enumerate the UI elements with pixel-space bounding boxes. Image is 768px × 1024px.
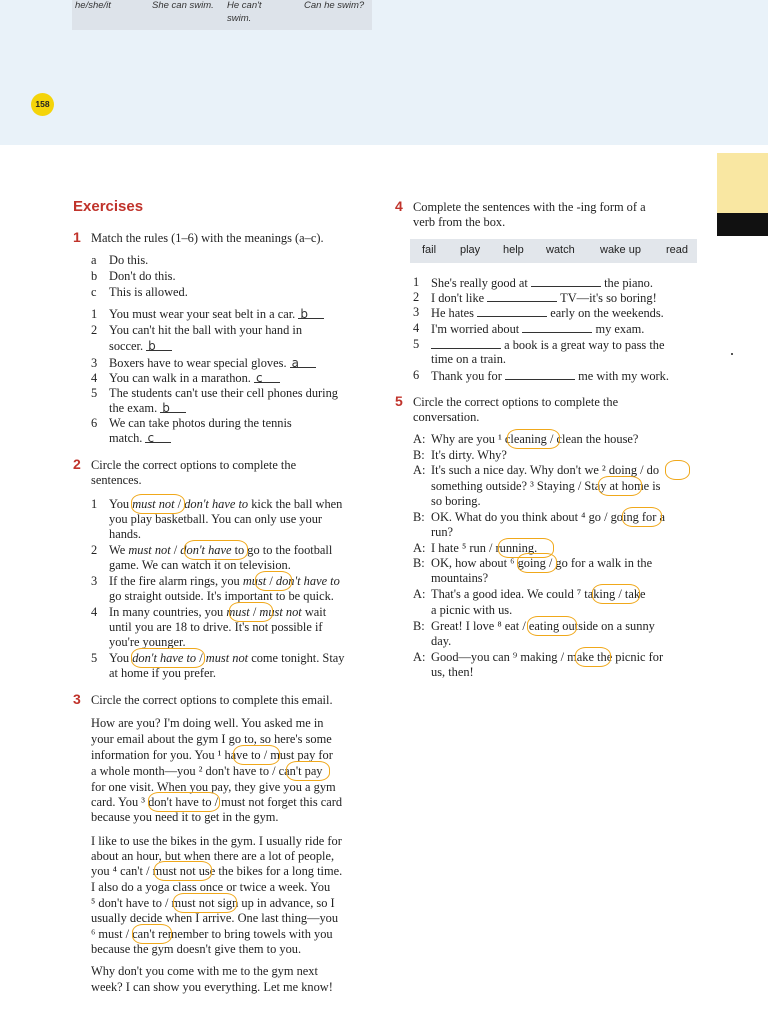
answer-circle: [527, 616, 577, 636]
answer-blank[interactable]: [505, 368, 575, 380]
table-cell: Can he swim?: [304, 0, 365, 11]
section-tab: [717, 153, 768, 213]
item-text: you're younger.: [109, 635, 186, 649]
item-number: 5: [91, 651, 98, 665]
page-title: Exercises: [73, 198, 144, 215]
email-line: because you need it to get in the gym.: [91, 810, 279, 824]
item-text: We can take photos during the tennis: [109, 416, 292, 430]
dialogue-line: Good—you can ⁹ making / make the picnic for: [431, 650, 664, 664]
answer-circle: [132, 924, 172, 944]
handwritten-answer: b: [300, 307, 309, 321]
exercise-item: [431, 290, 657, 306]
email-line: you ⁴ can't / must not use the bikes for a long time.: [91, 864, 343, 878]
meaning-text: Don't do this.: [109, 269, 176, 283]
option[interactable]: must not: [259, 605, 302, 619]
item-text: until you are 18 to drive. It's not possible if: [109, 620, 323, 634]
item-number: 1: [91, 307, 98, 321]
exercise-item: [431, 368, 669, 384]
dialogue-line: Why are you ¹ cleaning / clean the house?: [431, 432, 639, 446]
answer-circle: [507, 429, 560, 449]
exercise-item: [109, 307, 324, 322]
item-text: hands.: [109, 527, 142, 541]
answer-blank[interactable]: [298, 307, 324, 319]
exercise-instruction: conversation.: [413, 410, 480, 424]
option-separator: /: [249, 605, 260, 619]
speaker: A:: [413, 432, 426, 446]
speaker: B:: [413, 619, 425, 633]
word-box-item: help: [503, 244, 524, 256]
item-text: a book is a great way to pass the: [504, 338, 665, 352]
handwritten-answer: c: [256, 371, 263, 385]
speaker: A:: [413, 587, 426, 601]
exercise-instruction: sentences.: [91, 473, 142, 487]
item-number: 6: [413, 368, 420, 382]
item-text: early on the weekends.: [550, 306, 664, 320]
exercise-item: [109, 339, 172, 354]
option-separator: /: [266, 574, 276, 588]
item-text: come tonight. Stay: [248, 651, 345, 665]
answer-blank[interactable]: [290, 356, 316, 368]
table-cell: he/she/it: [75, 0, 111, 11]
item-number: 6: [91, 416, 98, 430]
word-box-item: read: [666, 244, 689, 256]
exercise-number: 5: [395, 393, 403, 409]
dialogue-line: something outside? ³ Staying / Stay at home is: [431, 479, 661, 493]
item-text: You must wear your seat belt in a car.: [109, 307, 296, 321]
word-box-item: watch: [546, 244, 575, 256]
item-text: You: [109, 497, 133, 511]
answer-circle: [148, 792, 220, 812]
word-box-item: wake up: [600, 244, 641, 256]
item-text: I'm worried about: [431, 322, 520, 336]
dialogue-line: so boring.: [431, 494, 481, 508]
dialogue-line: Great! I love ⁸ eat / eating outside on a sunny: [431, 619, 655, 633]
exercise-number: 3: [73, 691, 81, 707]
option-separator: /: [174, 497, 185, 511]
item-number: 4: [91, 605, 98, 619]
exercise-item: [109, 401, 186, 416]
exercise-instruction: verb from the box.: [413, 215, 506, 229]
item-number: 3: [91, 574, 98, 588]
answer-circle: [255, 571, 292, 591]
word-box-item: play: [460, 244, 481, 256]
exercise-number: 2: [73, 456, 81, 472]
speaker: A:: [413, 463, 426, 477]
answer-blank[interactable]: [477, 305, 547, 317]
email-line: I like to use the bikes in the gym. I usually ride for: [91, 834, 342, 848]
grammar-table-fragment: [72, 0, 372, 30]
email-line: card. You ³ don't have to / must not forget this card: [91, 795, 343, 809]
meaning-letter: b: [91, 269, 98, 283]
item-text: The students can't use their cell phones during: [109, 386, 338, 400]
handwritten-answer: a: [291, 356, 300, 370]
email-line: I also do a yoga class once or twice a week. You: [91, 880, 331, 894]
item-text: He hates: [431, 306, 475, 320]
handwritten-answer: b: [162, 401, 170, 415]
item-text: my exam.: [595, 322, 645, 336]
answer-circle: [286, 761, 330, 781]
answer-blank[interactable]: [160, 401, 186, 413]
item-number: 5: [91, 386, 98, 400]
speaker: B:: [413, 556, 425, 570]
answer-circle: [517, 553, 557, 573]
exercise-instruction: Match the rules (1–6) with the meanings (a–c).: [91, 231, 324, 245]
handwritten-answer: b: [148, 339, 156, 353]
exercise-item: [431, 337, 664, 353]
speaker: A:: [413, 541, 426, 555]
option[interactable]: must not: [128, 543, 171, 557]
item-number: 3: [413, 305, 420, 319]
item-number: 2: [91, 543, 98, 557]
email-line: ⁵ don't have to / must not sign up in advance, so I: [91, 896, 335, 910]
item-text: wait: [301, 605, 327, 619]
meaning-letter: c: [91, 285, 97, 299]
item-text: You: [109, 651, 133, 665]
dialogue-line: It's dirty. Why?: [431, 448, 507, 462]
option[interactable]: don't have to: [184, 497, 249, 511]
item-text: Thank you for: [431, 369, 502, 383]
dialogue-line: run?: [431, 525, 454, 539]
answer-circle: [184, 540, 248, 560]
item-text: soccer.: [109, 339, 144, 353]
item-text: me with my work.: [578, 369, 669, 383]
exercise-item: [431, 321, 644, 337]
item-number: 1: [91, 497, 98, 511]
item-text: We: [109, 543, 129, 557]
word-box-item: fail: [422, 244, 437, 256]
item-text: Boxers have to wear special gloves.: [109, 356, 287, 370]
word-box: [410, 239, 697, 263]
answer-circle: [154, 861, 212, 881]
exercise-item: [431, 275, 653, 291]
exercise-instruction: Circle the correct options to complete this email.: [91, 693, 333, 707]
item-number: 4: [91, 371, 98, 385]
email-line: a whole month—you ² don't have to / can't pay: [91, 764, 323, 778]
answer-circle: [592, 584, 640, 604]
item-text: kick the ball when: [248, 497, 343, 511]
option[interactable]: don't have to: [275, 574, 340, 588]
exercise-instruction: Circle the correct options to complete the: [413, 395, 619, 409]
dialogue-line: day.: [431, 634, 452, 648]
answer-blank[interactable]: [145, 431, 171, 443]
email-line: about an hour, but when there are a lot of people,: [91, 849, 335, 863]
exercise-instruction: Complete the sentences with the -ing form of a: [413, 200, 646, 214]
speaker: A:: [413, 650, 426, 664]
item-text: If the fire alarm rings, you: [109, 574, 243, 588]
meaning-text: This is allowed.: [109, 285, 188, 299]
answer-blank[interactable]: [254, 371, 280, 383]
exercise-item: [109, 574, 340, 589]
item-text: go straight outside. It's important to be quick.: [109, 589, 334, 603]
item-text: In many countries, you: [109, 605, 227, 619]
answer-circle: [665, 460, 690, 480]
exercise-instruction: Circle the correct options to complete the: [91, 458, 297, 472]
answer-blank[interactable]: [146, 339, 172, 351]
item-text: game. We can watch it on television.: [109, 558, 291, 572]
item-text: the piano.: [604, 276, 653, 290]
dialogue-line: That's a good idea. We could ⁷ taking / take: [431, 587, 646, 601]
answer-blank[interactable]: [522, 321, 592, 333]
dialogue-line: a picnic with us.: [431, 603, 513, 617]
email-line: week? I can show you everything. Let me know!: [91, 980, 333, 994]
answer-circle: [131, 648, 205, 668]
item-text: TV—it's so boring!: [560, 291, 657, 305]
exercise-number: 1: [73, 229, 81, 245]
dialogue-line: mountains?: [431, 571, 489, 585]
item-text: You can walk in a marathon.: [109, 371, 251, 385]
option-selected[interactable]: don't have to: [132, 651, 197, 665]
option[interactable]: must not: [205, 651, 249, 665]
item-text: match.: [109, 431, 143, 445]
answer-circle: [173, 893, 237, 913]
item-text: time on a train.: [431, 352, 507, 366]
answer-blank[interactable]: [431, 337, 501, 349]
dialogue-line: OK, how about ⁶ going / go for a walk in the: [431, 556, 653, 570]
item-text: She's really good at: [431, 276, 528, 290]
table-cell: swim.: [227, 13, 252, 24]
item-text: the exam.: [109, 401, 158, 415]
item-text: to go to the football: [231, 543, 333, 557]
exercise-item: [109, 371, 280, 386]
option-selected[interactable]: must not: [132, 497, 175, 511]
email-line: Why don't you come with me to the gym next: [91, 964, 318, 978]
dialogue-line: OK. What do you think about ⁴ go / going for a: [431, 510, 665, 524]
answer-circle: [575, 647, 611, 667]
meaning-letter: a: [91, 253, 97, 267]
dialogue-line: It's such a nice day. Why don't we ² doing / do: [431, 463, 660, 477]
item-text: at home if you prefer.: [109, 666, 217, 680]
item-number: 4: [413, 321, 420, 335]
email-line: your email about the gym I go to, so here's some: [91, 732, 332, 746]
option-selected[interactable]: don't have: [180, 543, 232, 557]
dialogue-line: I hate ⁵ run / running.: [431, 541, 538, 555]
table-cell: She can swim.: [152, 0, 214, 11]
answer-blank[interactable]: [531, 275, 601, 287]
exercise-item: [109, 605, 326, 620]
option-separator: /: [170, 543, 181, 557]
option-separator: /: [196, 651, 206, 665]
exercise-number: 4: [395, 198, 403, 214]
dialogue-line: us, then!: [431, 665, 474, 679]
exercise-item: [109, 431, 171, 446]
exercise-item: [431, 305, 664, 321]
answer-circle: [598, 476, 642, 496]
item-number: 2: [413, 290, 420, 304]
answer-blank[interactable]: [487, 290, 557, 302]
speaker: B:: [413, 448, 425, 462]
email-line: ⁶ must / can't remember to bring towels with you: [91, 927, 333, 941]
item-text: you play basketball. You can only use your: [109, 512, 323, 526]
page-number-badge: 158: [31, 93, 54, 116]
speaker: B:: [413, 510, 425, 524]
email-line: because the gym doesn't give them to you.: [91, 942, 302, 956]
handwritten-answer: c: [147, 431, 155, 445]
item-text: You can't hit the ball with your hand in: [109, 323, 303, 337]
item-number: 1: [413, 275, 420, 289]
item-number: 2: [91, 323, 98, 337]
email-line: information for you. You ¹ have to / must pay for: [91, 748, 333, 762]
item-number: 3: [91, 356, 98, 370]
item-text: I don't like: [431, 291, 485, 305]
email-line: for one visit. When you pay, they give you a gym: [91, 780, 336, 794]
answer-circle: [131, 494, 185, 514]
meaning-text: Do this.: [109, 253, 149, 267]
email-line: How are you? I'm doing well. You asked me in: [91, 716, 324, 730]
option-selected[interactable]: must: [226, 605, 250, 619]
answer-circle: [622, 507, 662, 527]
answer-circle: [233, 745, 280, 765]
stray-mark: [731, 353, 733, 355]
exercise-item: [109, 356, 316, 371]
answer-circle: [229, 602, 273, 622]
option-selected[interactable]: must: [242, 574, 267, 588]
section-tab-marker: [717, 213, 768, 236]
table-cell: He can't: [227, 0, 262, 11]
email-line: usually decide when I arrive. One last thing—you: [91, 911, 339, 925]
item-number: 5: [413, 337, 420, 351]
